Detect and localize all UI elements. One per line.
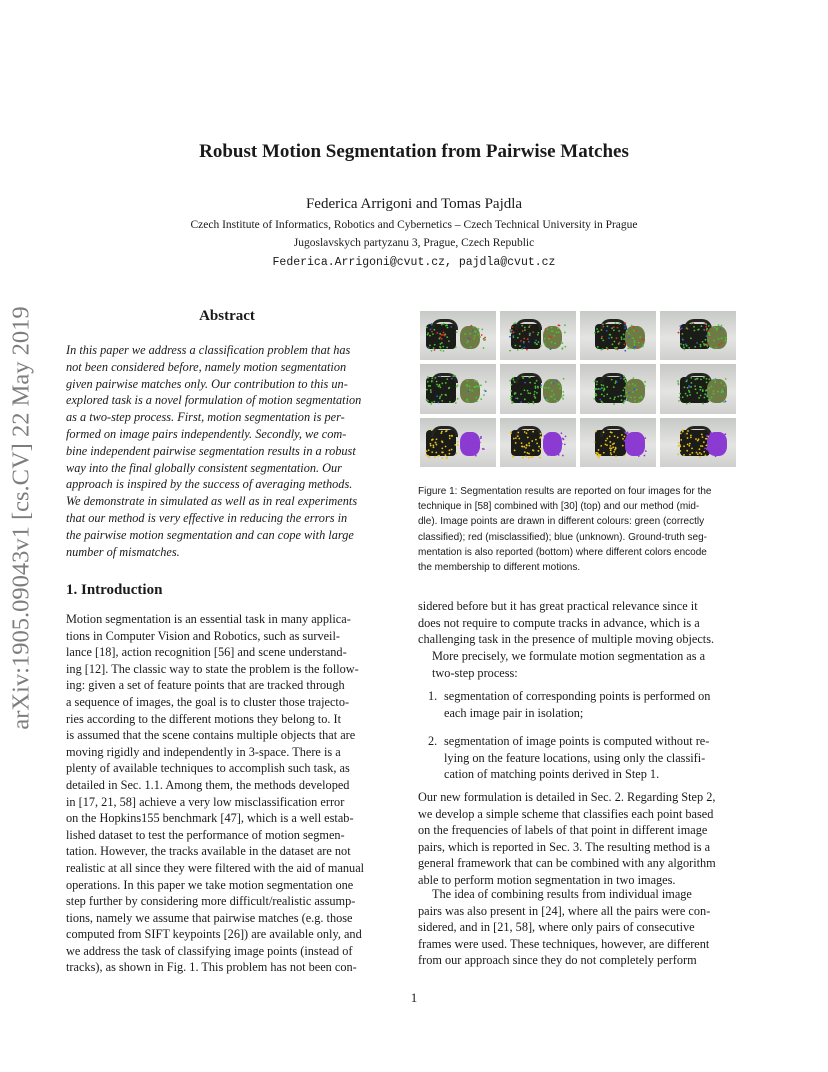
abstract-heading: Abstract	[199, 308, 255, 324]
figure-thumbnail	[660, 364, 736, 413]
intro-line: lished dataset to test the performance of motion segmen-	[66, 827, 345, 842]
paragraph-line: sidered before but it has great practical relevance since it	[418, 599, 698, 613]
paragraph-line: Our new formulation is detailed in Sec. 2. Regarding Step 2,	[418, 790, 716, 804]
abstract-line: that our method is very effective in reducing the errors in	[66, 510, 348, 525]
caption-line: dle). Image points are drawn in different colours: green (correctly	[418, 516, 705, 528]
abstract-line: as a two-step process. First, motion segmentation is per-	[66, 410, 345, 425]
list-item-line: cation of matching points derived in Step 1.	[444, 767, 660, 782]
figure-thumbnail	[580, 311, 656, 360]
intro-line: in [17, 21, 58] achieve a very low misclassification error	[66, 794, 345, 809]
caption-line: Figure 1: Segmentation results are reported on four images for the	[418, 486, 712, 497]
figure-thumbnail	[660, 311, 736, 360]
intro-line: Motion segmentation is an essential task in many applica-	[66, 612, 351, 626]
paragraph-line: does not require to compute tracks in advance, which is a	[418, 615, 700, 630]
page-number: 1	[410, 990, 418, 1005]
caption-line: classified); red (misclassified); blue (unknown). Ground-truth seg-	[418, 531, 707, 543]
figure-thumbnail	[420, 364, 496, 413]
abstract-line: not been considered before, namely motion segmentation	[66, 359, 347, 374]
paragraph-line: challenging task in the presence of multiple moving objects.	[418, 632, 715, 647]
intro-heading: 1. Introduction	[66, 582, 163, 598]
list-number: 2.	[428, 734, 438, 749]
intro-line: step further by considering more difficult/realistic assump-	[66, 894, 356, 909]
list-item-line: segmentation of corresponding points is performed on	[444, 689, 711, 703]
intro-body	[66, 611, 388, 976]
intro-line: a sequence of images, the goal is to cluster those trajecto-	[66, 694, 350, 709]
paragraph-line: on the frequencies of labels of that point in different image	[418, 823, 708, 838]
abstract-line: number of mismatches.	[66, 544, 180, 559]
figure-thumbnail	[660, 418, 736, 467]
intro-line: computed from SIFT keypoints [26]) are available only, and	[66, 927, 362, 942]
paragraph-line: general framework that can be combined with any algorithm	[418, 856, 716, 871]
list-item-line: each image pair in isolation;	[444, 705, 584, 720]
abstract-line: way into the final globally consistent segmentation. Our	[66, 460, 342, 475]
affiliation-line-1: Czech Institute of Informatics, Robotics and Cybernetics – Czech Technical University in Prague	[190, 219, 638, 231]
abstract-line: formed on image pairs independently. Secondly, we com-	[66, 426, 347, 441]
right-para-2	[432, 648, 754, 681]
intro-line: ries according to the different motions they belong to. It	[66, 711, 342, 726]
intro-line: tracks), as shown in Fig. 1. This problem has not been con-	[66, 960, 357, 975]
caption-line: technique in [58] combined with [30] (top) and our method (mid-	[418, 501, 700, 513]
paper-authors: Federica Arrigoni and Tomas Pajdla	[305, 196, 523, 212]
intro-line: tions, namely we assume that pairwise matches (e.g. those	[66, 910, 353, 925]
paragraph-line: pairs was also present in [24], where all the pairs were con-	[418, 903, 711, 918]
paragraph-line: two-step process:	[432, 665, 518, 680]
paragraph-line: we develop a simple scheme that classifies each point based	[418, 806, 714, 821]
right-para-4	[418, 886, 740, 969]
affiliation-line-2: Jugoslavskych partyzanu 3, Prague, Czech Republic	[293, 237, 535, 249]
intro-line: moving rigidly and independently in 3-space. There is a	[66, 744, 341, 759]
intro-line: is assumed that the scene contains multiple objects that are	[66, 728, 356, 743]
intro-line: plenty of available techniques to accomplish such task, as	[66, 761, 350, 776]
abstract-line: approach is inspired by the success of averaging methods.	[66, 477, 353, 492]
abstract-line: We demonstrate in simulated as well as in real experiments	[66, 494, 358, 509]
intro-line: tions in Computer Vision and Robotics, such as surveil-	[66, 628, 340, 643]
figure-thumbnail	[500, 311, 576, 360]
figure-thumbnail	[500, 418, 576, 467]
list-item-line: segmentation of image points is computed without re-	[444, 734, 710, 749]
list-number: 1.	[428, 689, 438, 703]
paragraph-line: from our approach since they do not completely perform	[418, 953, 697, 968]
caption-line: the membership to different motions.	[418, 562, 581, 574]
paragraph-line: sidered, and in [21, 58], where only pairs of consecutive	[418, 920, 695, 935]
intro-line: lance [18], action recognition [56] and scene understand-	[66, 645, 347, 660]
paragraph-line: The idea of combining results from individual image	[432, 887, 692, 901]
figure-thumbnail	[500, 364, 576, 413]
figure-thumbnail	[580, 364, 656, 413]
figure-thumbnail	[420, 418, 496, 467]
figure-1-caption	[418, 484, 740, 575]
abstract-line: In this paper we address a classification problem that has	[66, 343, 351, 357]
abstract-line: the pairwise motion segmentation and can cope with large	[66, 527, 354, 542]
right-para-3	[418, 789, 740, 889]
intro-line: detailed in Sec. 1.1. Among them, the methods developed	[66, 777, 350, 792]
intro-line: ing: given a set of feature points that are tracked through	[66, 678, 345, 693]
intro-line: we address the task of classifying image points (instead of	[66, 943, 353, 958]
paragraph-line: pairs, which is reported in Sec. 3. The resulting method is a	[418, 839, 711, 854]
figure-thumbnail	[420, 311, 496, 360]
paragraph-line: able to perform motion segmentation in two images.	[418, 872, 676, 887]
abstract-line: given pairwise matches only. Our contribution to this un-	[66, 376, 348, 391]
abstract-body	[66, 342, 388, 560]
caption-line: mentation is also reported (bottom) where different colors encode	[418, 546, 707, 558]
list-item-line: lying on the feature locations, using only the classifi-	[444, 750, 706, 765]
paper-title: Robust Motion Segmentation from Pairwise Matches	[199, 141, 629, 162]
intro-line: ing [12]. The classic way to state the problem is the follow-	[66, 661, 359, 676]
intro-line: operations. In this paper we take motion segmentation one	[66, 877, 354, 892]
arxiv-stamp	[4, 278, 40, 758]
intro-line: on the Hopkins155 benchmark [47], which is a well estab-	[66, 811, 354, 826]
intro-line: tation. However, the tracks available in the dataset are not	[66, 844, 351, 859]
abstract-line: bine independent pairwise segmentation results in a robust	[66, 443, 356, 458]
paragraph-line: frames were used. These techniques, however, are different	[418, 936, 710, 951]
arxiv-id: arXiv:1905.09043v1 [cs.CV] 22 May 2019	[8, 306, 36, 730]
abstract-line: explored task is a novel formulation of motion segmentation	[66, 393, 362, 408]
paragraph-line: More precisely, we formulate motion segmentation as a	[432, 649, 706, 663]
author-emails: Federica.Arrigoni@cvut.cz, pajdla@cvut.cz	[272, 256, 556, 269]
right-para-1	[418, 598, 740, 648]
figure-thumbnail	[580, 418, 656, 467]
figure-1-image-grid	[420, 311, 736, 467]
intro-line: realistic at all since they were filtered with the aid of manual	[66, 860, 365, 875]
